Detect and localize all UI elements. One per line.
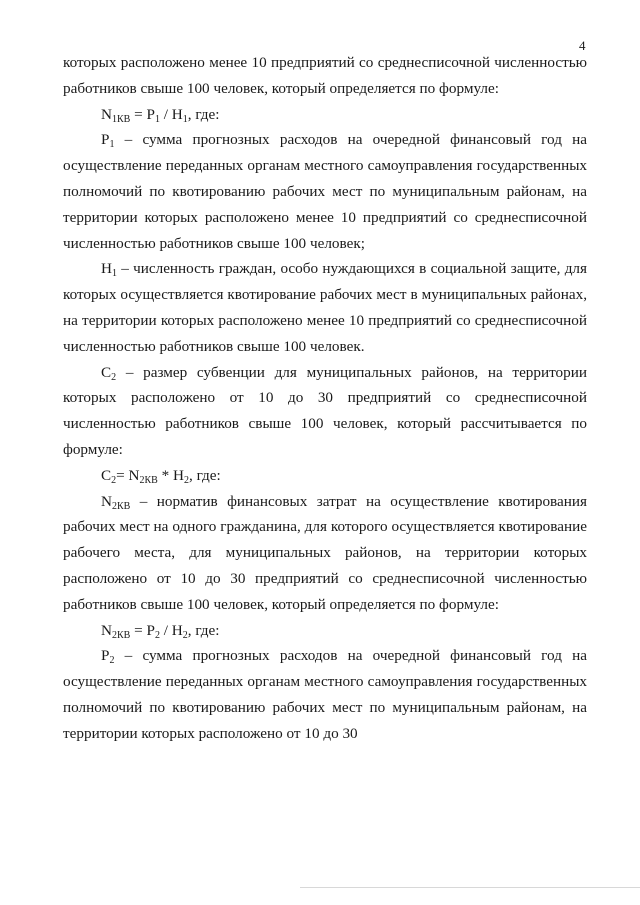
formula-symbol: N [101, 105, 112, 123]
formula-subscript: 1 [154, 113, 160, 125]
formula-operator: / [159, 105, 172, 123]
definition-text: – сумма прогнозных расходов на очередной финансовый год на осуществление переданных органам местного самоуправления государственных полномочий по квотированию рабочих мест по муниципальным районам, на территории которых расположено от 10 до 30 [63, 647, 587, 742]
formula-operator: = [116, 466, 129, 484]
definition-text: – размер субвенции для муниципальных районов, на территории которых расположено от 10 до 30 предприятий со среднесписочной численностью работников свыше 100 человек, который рассчитывается по формуле: [63, 363, 587, 458]
formula-symbol: Н [171, 621, 183, 639]
definition-symbol: Н [101, 260, 112, 278]
formula-symbol: N [101, 621, 112, 639]
definition-subscript: 2 [111, 371, 117, 383]
formula-c2 [63, 463, 587, 489]
scan-edge-line [300, 887, 640, 888]
definition-n2kv [63, 489, 587, 618]
definition-subscript: 1 [111, 268, 117, 280]
formula-symbol: Н [171, 105, 183, 123]
formula-operator: = [130, 105, 147, 123]
formula-subscript: 2 [111, 474, 117, 486]
definition-h1 [63, 256, 587, 359]
formula-symbol: P [146, 621, 155, 639]
definition-text: – численность граждан, особо нуждающихся в социальной защите, для которых осуществляется квотирование рабочих мест в муниципальных районах, на территории которых расположено менее 10 предприятий со среднесписочной численностью работников свыше 100 человек. [63, 260, 587, 355]
definition-p1 [63, 127, 587, 256]
formula-subscript: 2КВ [139, 474, 158, 486]
formula-symbol: Н [173, 466, 184, 484]
formula-operator: = [130, 621, 147, 639]
formula-operator: * [157, 466, 174, 484]
definition-text: – норматив финансовых затрат на осуществление квотирования рабочих мест на одного гражданина, для которого осуществляется квотирование рабочего места, для муниципальных районов, на территории которых расположено от 10 до 30 предприятий со среднесписочной численностью работников свыше 100 человек, который определяется по формуле: [63, 492, 587, 613]
formula-tail: , где: [187, 621, 220, 639]
formula-symbol: P [146, 105, 155, 123]
formula-n2kv [63, 618, 587, 644]
page-number: 4 [579, 38, 586, 53]
formula-subscript: 1КВ [111, 113, 131, 125]
formula-symbol: N [128, 466, 140, 484]
formula-symbol: С [101, 466, 112, 484]
formula-subscript: 2 [182, 629, 188, 641]
definition-text: – сумма прогнозных расходов на очередной финансовый год на осуществление переданных органам местного самоуправления государственных полномочий по квотированию рабочих мест по муниципальным районам, на территории которых расположено менее 10 предприятий со среднесписочной численностью работников свыше 100 человек; [63, 131, 587, 252]
formula-tail: , где: [187, 105, 220, 123]
paragraph-continuation: которых расположено менее 10 предприятий со среднесписочной численностью работников свыше 100 человек, который определяется по формуле: [63, 54, 587, 97]
formula-tail: , где: [188, 466, 221, 484]
definition-c2 [63, 360, 587, 463]
definition-symbol: С [101, 363, 112, 381]
definition-p2 [63, 643, 587, 746]
formula-subscript: 2КВ [111, 629, 131, 641]
formula-n1kv [63, 102, 587, 128]
formula-subscript: 2 [183, 474, 189, 486]
definition-symbol: Р [101, 647, 110, 665]
definition-subscript: 2 [109, 655, 115, 667]
definition-subscript: 2КВ [111, 500, 131, 512]
formula-operator: / [159, 621, 172, 639]
formula-subscript: 1 [182, 113, 188, 125]
definition-symbol: P [101, 131, 110, 149]
definition-symbol: N [101, 492, 112, 510]
definition-subscript: 1 [109, 139, 115, 151]
formula-subscript: 2 [154, 629, 160, 641]
document-body [63, 50, 587, 747]
